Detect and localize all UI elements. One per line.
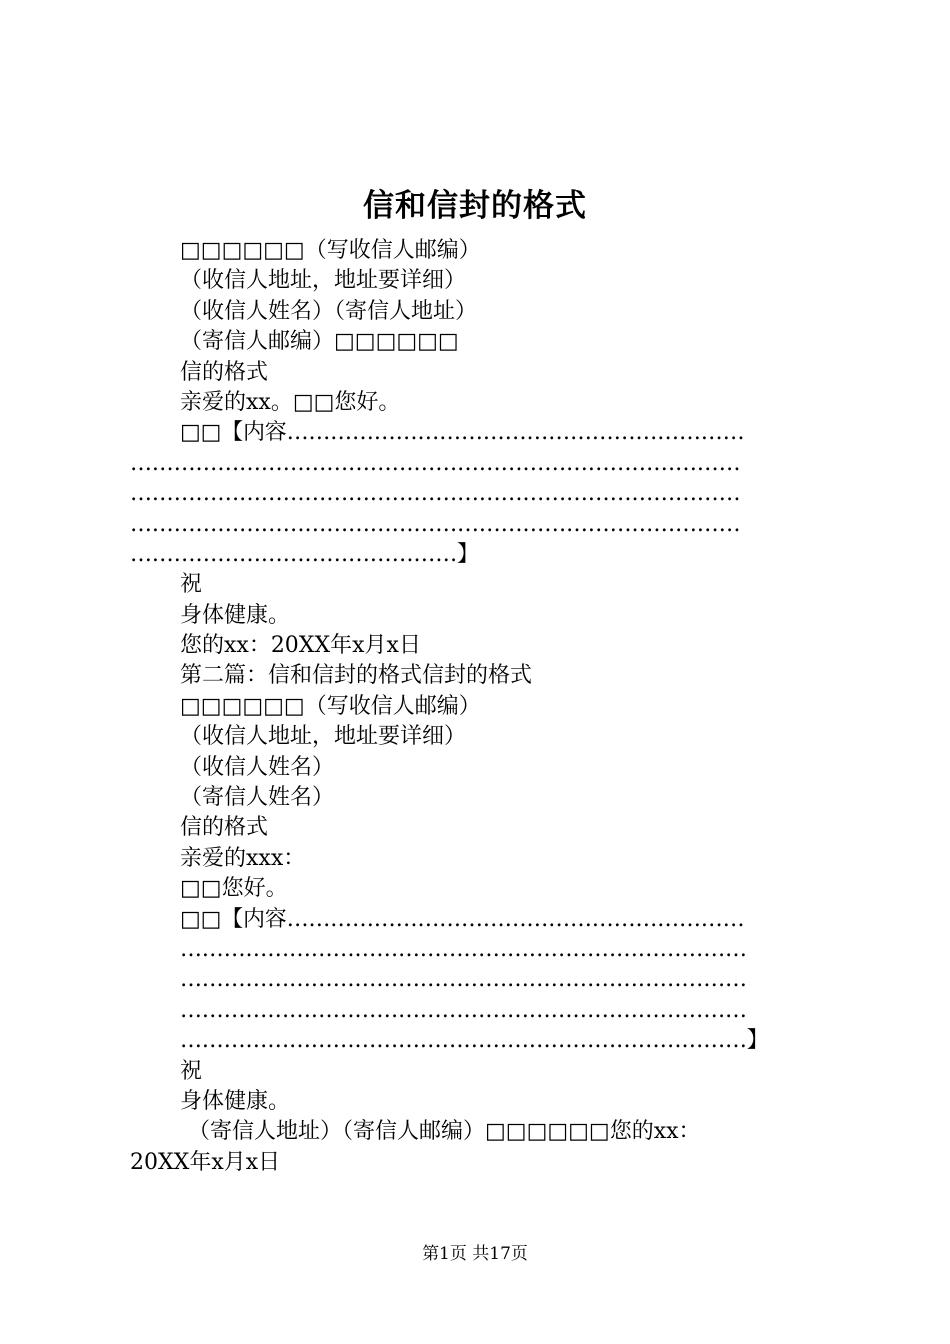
text-line: 祝	[180, 1058, 203, 1084]
text-line: （收信人地址，地址要详细）	[180, 268, 467, 294]
document-title: 信和信封的格式	[363, 188, 587, 224]
text-line: □□□□□□（写收信人邮编）	[180, 693, 481, 719]
text-line: （寄信人姓名）	[180, 785, 335, 811]
dotted-line: ……………………………………………………………………	[180, 967, 747, 993]
text-line: （收信人姓名）	[180, 754, 335, 780]
page-footer: 第1页 共17页	[422, 1244, 528, 1264]
text-line: 信的格式	[180, 815, 269, 841]
text-line: 亲爱的xxx：	[180, 845, 306, 871]
section-heading: 第二篇：信和信封的格式信封的格式	[180, 663, 533, 689]
text-line: 身体健康。	[180, 602, 291, 628]
content-placeholder-line: □□【内容………………………………………………………	[180, 906, 745, 932]
dotted-line: ……………………………………………………………………	[180, 936, 747, 962]
dotted-line: …………………………………………………………………………	[130, 481, 741, 507]
dotted-line: …………………………………………………………………………	[130, 450, 741, 476]
dotted-line: ……………………………………………………………………】	[180, 1028, 769, 1054]
text-line: 身体健康。	[180, 1088, 291, 1114]
text-line: 20XX年x月x日	[130, 1149, 281, 1175]
text-line: 您的xx：20XX年x月x日	[180, 633, 421, 659]
dotted-line: ………………………………………】	[130, 541, 479, 567]
text-line: 祝	[180, 572, 203, 598]
text-line: 亲爱的xx。□□您好。	[180, 389, 401, 415]
text-line: （收信人地址，地址要详细）	[180, 724, 467, 750]
document-body	[130, 236, 830, 1178]
text-line: （寄信人邮编）□□□□□□	[180, 329, 459, 355]
text-line: □□□□□□（写收信人邮编）	[180, 238, 481, 263]
text-line: 信的格式	[180, 359, 269, 385]
dotted-line: …………………………………………………………………………	[130, 511, 741, 537]
dotted-line: ……………………………………………………………………	[180, 997, 747, 1023]
text-line: □□您好。	[180, 876, 288, 902]
content-placeholder-line: □□【内容………………………………………………………	[180, 420, 745, 446]
text-line: （收信人姓名）（寄信人地址）	[180, 298, 478, 324]
text-line: （寄信人地址）（寄信人邮编）□□□□□□您的xx：	[188, 1119, 701, 1145]
